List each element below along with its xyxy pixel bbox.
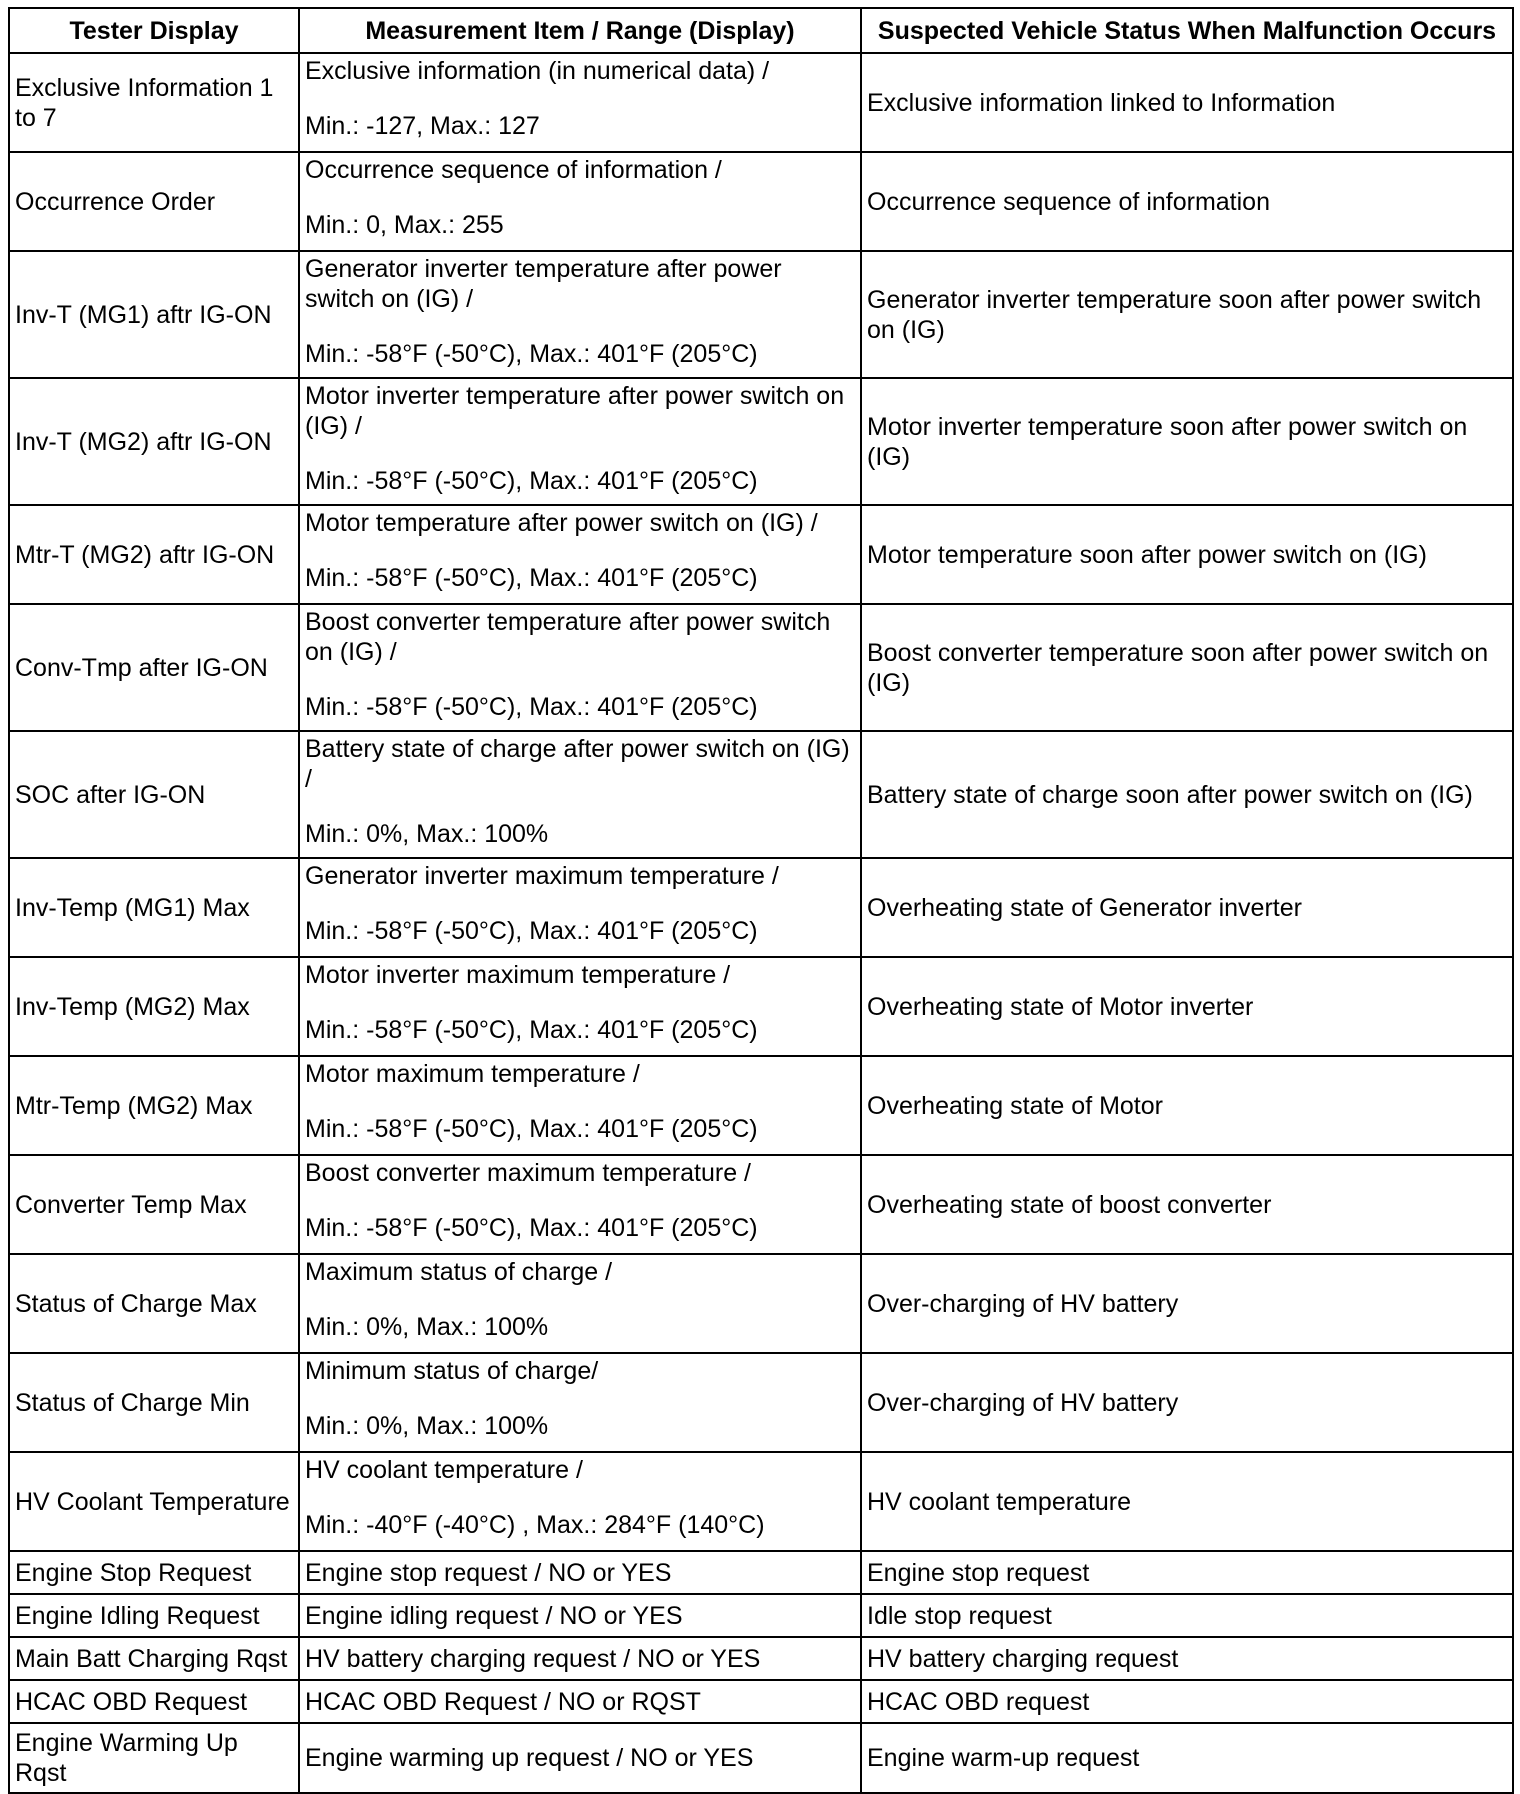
measurement-desc: Motor inverter temperature after power switch on (IG) /	[305, 382, 845, 440]
measurement-cell: Engine warming up request / NO or YES	[299, 1723, 861, 1793]
status-cell: Over-charging of HV battery	[861, 1254, 1513, 1353]
table-row	[9, 604, 1513, 731]
measurement-desc: Motor temperature after power switch on (IG) /	[305, 509, 818, 537]
tester-display-cell: Status of Charge Max	[9, 1254, 299, 1353]
status-cell: Overheating state of Motor	[861, 1056, 1513, 1155]
status-cell: Battery state of charge soon after power switch on (IG)	[861, 731, 1513, 858]
tester-display-cell: HCAC OBD Request	[9, 1680, 299, 1723]
measurement-cell	[299, 505, 861, 604]
status-cell: Motor inverter temperature soon after power switch on (IG)	[861, 378, 1513, 505]
measurement-desc: Motor maximum temperature /	[305, 1060, 640, 1088]
table-row	[9, 858, 1513, 957]
tester-display-cell: Exclusive Information 1 to 7	[9, 53, 299, 152]
measurement-cell	[299, 957, 861, 1056]
table-row	[9, 1155, 1513, 1254]
measurement-range: Min.: -40°F (-40°C) , Max.: 284°F (140°C)	[305, 1511, 765, 1539]
tester-display-table	[8, 7, 1514, 1794]
measurement-desc: Generator inverter maximum temperature /	[305, 862, 779, 890]
measurement-range: Min.: 0%, Max.: 100%	[305, 1313, 549, 1341]
measurement-cell	[299, 1056, 861, 1155]
measurement-cell	[299, 1155, 861, 1254]
tester-display-cell: Mtr-Temp (MG2) Max	[9, 1056, 299, 1155]
status-cell: Engine stop request	[861, 1551, 1513, 1594]
tester-display-cell: Main Batt Charging Rqst	[9, 1637, 299, 1680]
tester-display-cell: Mtr-T (MG2) aftr IG-ON	[9, 505, 299, 604]
status-cell: HV coolant temperature	[861, 1452, 1513, 1551]
table-row	[9, 152, 1513, 251]
status-cell: Idle stop request	[861, 1594, 1513, 1637]
measurement-desc: HV coolant temperature /	[305, 1456, 583, 1484]
measurement-cell: Engine stop request / NO or YES	[299, 1551, 861, 1594]
table-header-row	[9, 8, 1513, 53]
table-row	[9, 378, 1513, 505]
measurement-cell	[299, 731, 861, 858]
measurement-cell	[299, 251, 861, 378]
table-row	[9, 505, 1513, 604]
measurement-range: Min.: -58°F (-50°C), Max.: 401°F (205°C)	[305, 1214, 758, 1242]
measurement-range: Min.: -58°F (-50°C), Max.: 401°F (205°C)	[305, 693, 758, 721]
measurement-range: Min.: -127, Max.: 127	[305, 112, 540, 140]
measurement-cell	[299, 1254, 861, 1353]
measurement-cell	[299, 378, 861, 505]
tester-display-cell: Inv-Temp (MG1) Max	[9, 858, 299, 957]
table-row	[9, 1723, 1513, 1793]
measurement-desc: Occurrence sequence of information /	[305, 156, 722, 184]
measurement-cell	[299, 604, 861, 731]
table-row	[9, 1637, 1513, 1680]
status-cell: Overheating state of boost converter	[861, 1155, 1513, 1254]
status-cell: Engine warm-up request	[861, 1723, 1513, 1793]
measurement-range: Min.: -58°F (-50°C), Max.: 401°F (205°C)	[305, 917, 758, 945]
measurement-cell	[299, 1353, 861, 1452]
status-cell: Boost converter temperature soon after power switch on (IG)	[861, 604, 1513, 731]
tester-display-cell: Inv-T (MG1) aftr IG-ON	[9, 251, 299, 378]
table-row	[9, 1551, 1513, 1594]
status-cell: Overheating state of Motor inverter	[861, 957, 1513, 1056]
table-row	[9, 1254, 1513, 1353]
measurement-range: Min.: -58°F (-50°C), Max.: 401°F (205°C)	[305, 1016, 758, 1044]
table-row	[9, 1353, 1513, 1452]
measurement-range: Min.: -58°F (-50°C), Max.: 401°F (205°C)	[305, 467, 758, 495]
measurement-desc: Boost converter temperature after power switch on (IG) /	[305, 608, 831, 666]
measurement-desc: Generator inverter temperature after power switch on (IG) /	[305, 255, 782, 313]
tester-display-cell: Inv-Temp (MG2) Max	[9, 957, 299, 1056]
measurement-cell: Engine idling request / NO or YES	[299, 1594, 861, 1637]
tester-display-cell: Conv-Tmp after IG-ON	[9, 604, 299, 731]
measurement-cell	[299, 152, 861, 251]
measurement-range: Min.: -58°F (-50°C), Max.: 401°F (205°C)	[305, 1115, 758, 1143]
header-suspected-status: Suspected Vehicle Status When Malfunction Occurs	[861, 8, 1513, 53]
tester-data-sheet	[8, 7, 1512, 1794]
measurement-cell	[299, 1452, 861, 1551]
table-row	[9, 251, 1513, 378]
tester-display-cell: Engine Stop Request	[9, 1551, 299, 1594]
measurement-desc: Battery state of charge after power switch on (IG) /	[305, 735, 850, 793]
table-row	[9, 1056, 1513, 1155]
status-cell: HCAC OBD request	[861, 1680, 1513, 1723]
table-row	[9, 957, 1513, 1056]
status-cell: Overheating state of Generator inverter	[861, 858, 1513, 957]
measurement-range: Min.: -58°F (-50°C), Max.: 401°F (205°C)	[305, 340, 758, 368]
header-tester-display: Tester Display	[9, 8, 299, 53]
measurement-cell: HCAC OBD Request / NO or RQST	[299, 1680, 861, 1723]
header-measurement-item: Measurement Item / Range (Display)	[299, 8, 861, 53]
tester-display-cell: Engine Warming Up Rqst	[9, 1723, 299, 1793]
table-row	[9, 1594, 1513, 1637]
status-cell: Over-charging of HV battery	[861, 1353, 1513, 1452]
status-cell: Generator inverter temperature soon after power switch on (IG)	[861, 251, 1513, 378]
measurement-desc: Maximum status of charge /	[305, 1258, 613, 1286]
measurement-range: Min.: -58°F (-50°C), Max.: 401°F (205°C)	[305, 564, 758, 592]
status-cell: HV battery charging request	[861, 1637, 1513, 1680]
status-cell: Exclusive information linked to Information	[861, 53, 1513, 152]
status-cell: Occurrence sequence of information	[861, 152, 1513, 251]
measurement-range: Min.: 0%, Max.: 100%	[305, 820, 549, 848]
measurement-range: Min.: 0, Max.: 255	[305, 211, 504, 239]
tester-display-cell: SOC after IG-ON	[9, 731, 299, 858]
measurement-desc: Exclusive information (in numerical data) /	[305, 57, 770, 85]
measurement-cell: HV battery charging request / NO or YES	[299, 1637, 861, 1680]
tester-display-cell: Engine Idling Request	[9, 1594, 299, 1637]
status-cell: Motor temperature soon after power switch on (IG)	[861, 505, 1513, 604]
table-row	[9, 53, 1513, 152]
tester-display-cell: HV Coolant Temperature	[9, 1452, 299, 1551]
tester-display-cell: Status of Charge Min	[9, 1353, 299, 1452]
measurement-desc: Motor inverter maximum temperature /	[305, 961, 731, 989]
tester-display-cell: Inv-T (MG2) aftr IG-ON	[9, 378, 299, 505]
table-row	[9, 1452, 1513, 1551]
measurement-desc: Minimum status of charge/	[305, 1357, 599, 1385]
tester-display-cell: Converter Temp Max	[9, 1155, 299, 1254]
table-row	[9, 731, 1513, 858]
measurement-desc: Boost converter maximum temperature /	[305, 1159, 751, 1187]
measurement-cell	[299, 858, 861, 957]
tester-display-cell: Occurrence Order	[9, 152, 299, 251]
measurement-cell	[299, 53, 861, 152]
measurement-range: Min.: 0%, Max.: 100%	[305, 1412, 549, 1440]
table-row	[9, 1680, 1513, 1723]
